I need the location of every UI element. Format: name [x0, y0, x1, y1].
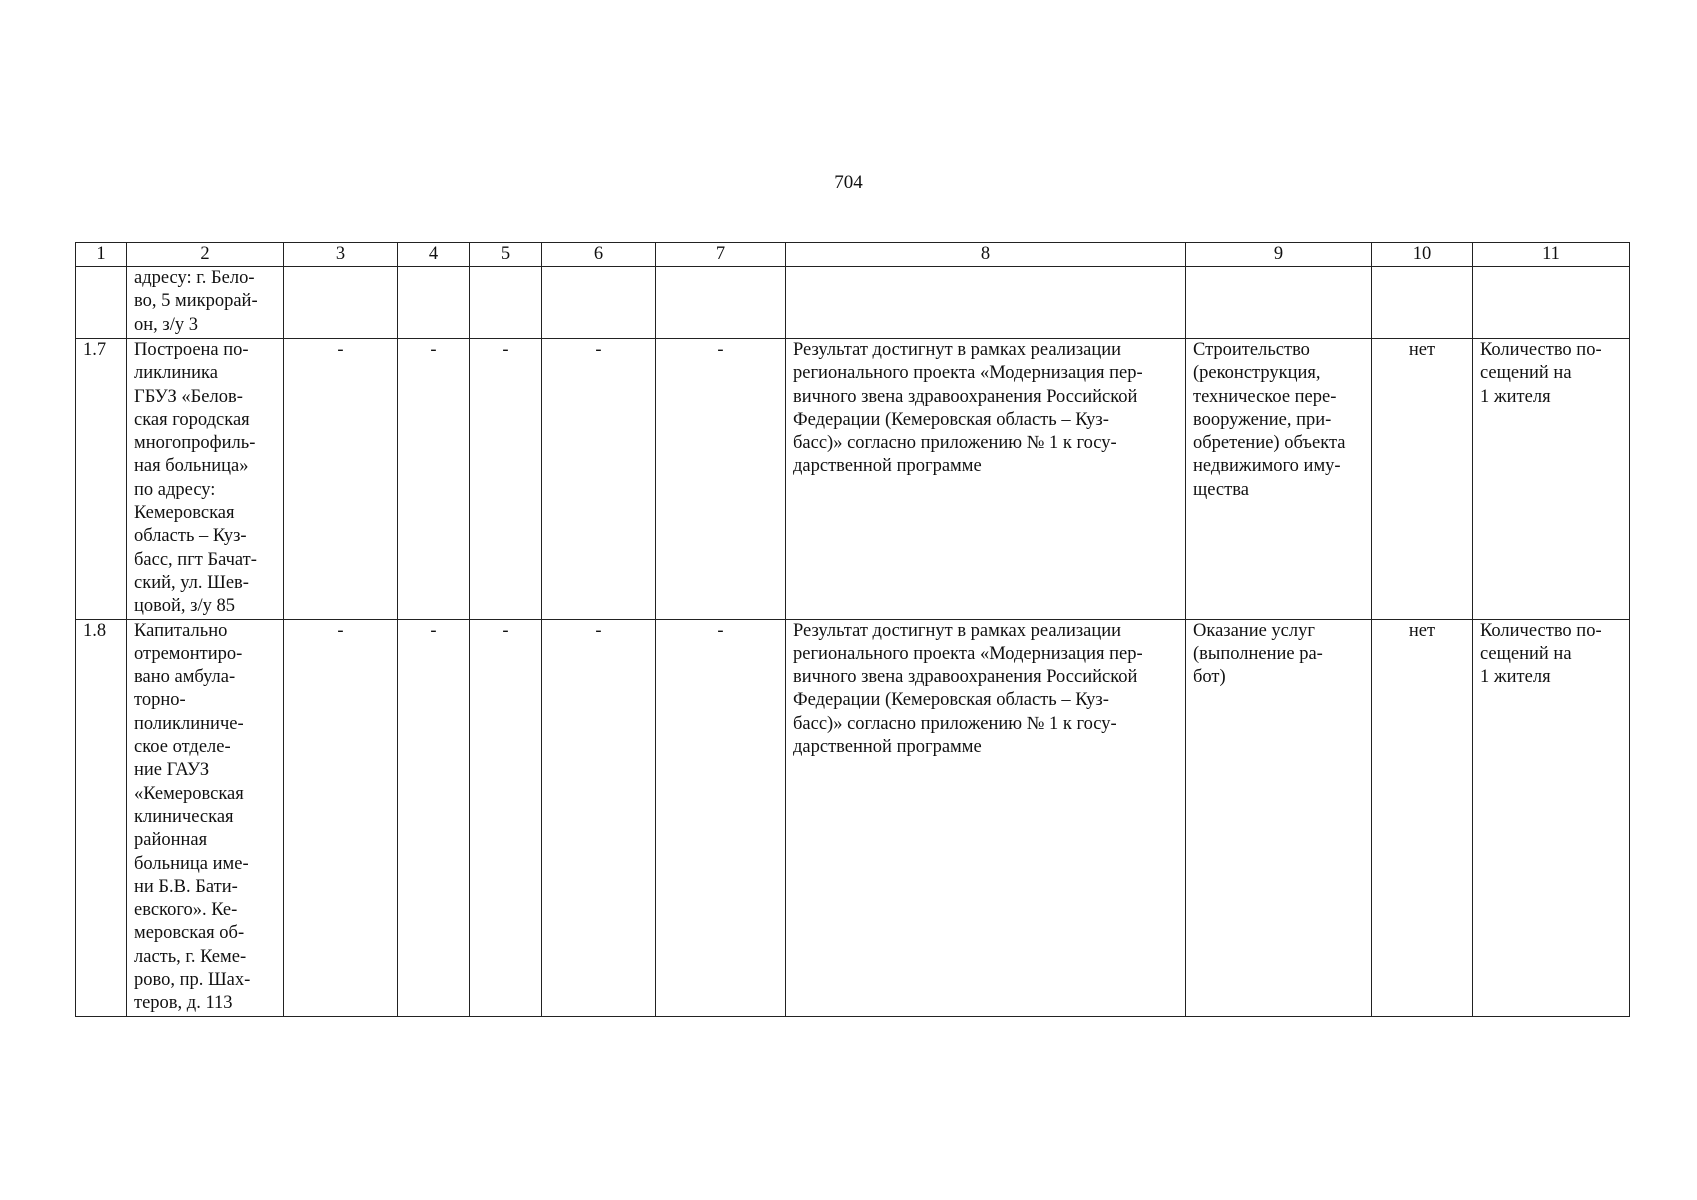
column-header: 2 [127, 243, 284, 267]
row-number [76, 267, 127, 339]
table-row [76, 267, 1630, 339]
table-row [76, 619, 1630, 1016]
table-cell: - [284, 619, 398, 1016]
table-cell: - [284, 339, 398, 620]
column-header: 9 [1186, 243, 1372, 267]
table-cell [284, 267, 398, 339]
table-cell [470, 267, 542, 339]
row-number: 1.8 [76, 619, 127, 1016]
table-cell: - [398, 619, 470, 1016]
data-table [75, 242, 1630, 1017]
table-cell: - [470, 339, 542, 620]
object-name-cell: Капитально отремонтиро- вано амбула- торно- поликлиниче- ское отделе- ние ГАУЗ «Кемеровская клиническая районная больница име- ни Б.В. Бати- евского». Ке- меровская об- ласть, г. Кеме- рово, пр. Шах- теров, д. 113 [127, 619, 284, 1016]
column-header: 5 [470, 243, 542, 267]
table-cell [656, 267, 786, 339]
page-number: 704 [834, 172, 863, 193]
indicator-cell: Количество по- сещений на 1 жителя [1473, 619, 1630, 1016]
column-header: 11 [1473, 243, 1630, 267]
column-header: 1 [76, 243, 127, 267]
object-name-cell: адресу: г. Бело- во, 5 микрорай- он, з/у 3 [127, 267, 284, 339]
column-header: 10 [1372, 243, 1473, 267]
activity-type-cell [1186, 267, 1372, 339]
table-cell: нет [1372, 339, 1473, 620]
table-cell: - [398, 339, 470, 620]
table-cell [398, 267, 470, 339]
table-cell: - [656, 339, 786, 620]
activity-type-cell: Строительство (реконструкция, техническое пере- вооружение, при- обретение) объекта недвижимого иму- щества [1186, 339, 1372, 620]
result-cell: Результат достигнут в рамках реализации регионального проекта «Модернизация пер- вичного звена здравоохранения Российской Федерации (Кемеровская область – Куз- басс)» согласно приложению № 1 к госу- дарственной программе [786, 619, 1186, 1016]
column-header: 4 [398, 243, 470, 267]
column-header: 3 [284, 243, 398, 267]
table-cell: - [542, 619, 656, 1016]
row-number: 1.7 [76, 339, 127, 620]
activity-type-cell: Оказание услуг (выполнение ра- бот) [1186, 619, 1372, 1016]
object-name-cell: Построена по- ликлиника ГБУЗ «Белов- ская городская многопрофиль- ная больница» по адресу: Кемеровская область – Куз- басс, пгт Бачат- ский, ул. Шев- цовой, з/у 85 [127, 339, 284, 620]
table-cell: - [542, 339, 656, 620]
table-cell [1372, 267, 1473, 339]
result-cell: Результат достигнут в рамках реализации регионального проекта «Модернизация пер- вичного звена здравоохранения Российской Федерации (Кемеровская область – Куз- басс)» согласно приложению № 1 к госу- дарственной программе [786, 339, 1186, 620]
table-cell [542, 267, 656, 339]
indicator-cell: Количество по- сещений на 1 жителя [1473, 339, 1630, 620]
column-header: 7 [656, 243, 786, 267]
column-header: 6 [542, 243, 656, 267]
table-row [76, 339, 1630, 620]
result-cell [786, 267, 1186, 339]
indicator-cell [1473, 267, 1630, 339]
table-cell: - [470, 619, 542, 1016]
table-cell: нет [1372, 619, 1473, 1016]
column-header: 8 [786, 243, 1186, 267]
table-cell: - [656, 619, 786, 1016]
header-row [76, 243, 1630, 267]
